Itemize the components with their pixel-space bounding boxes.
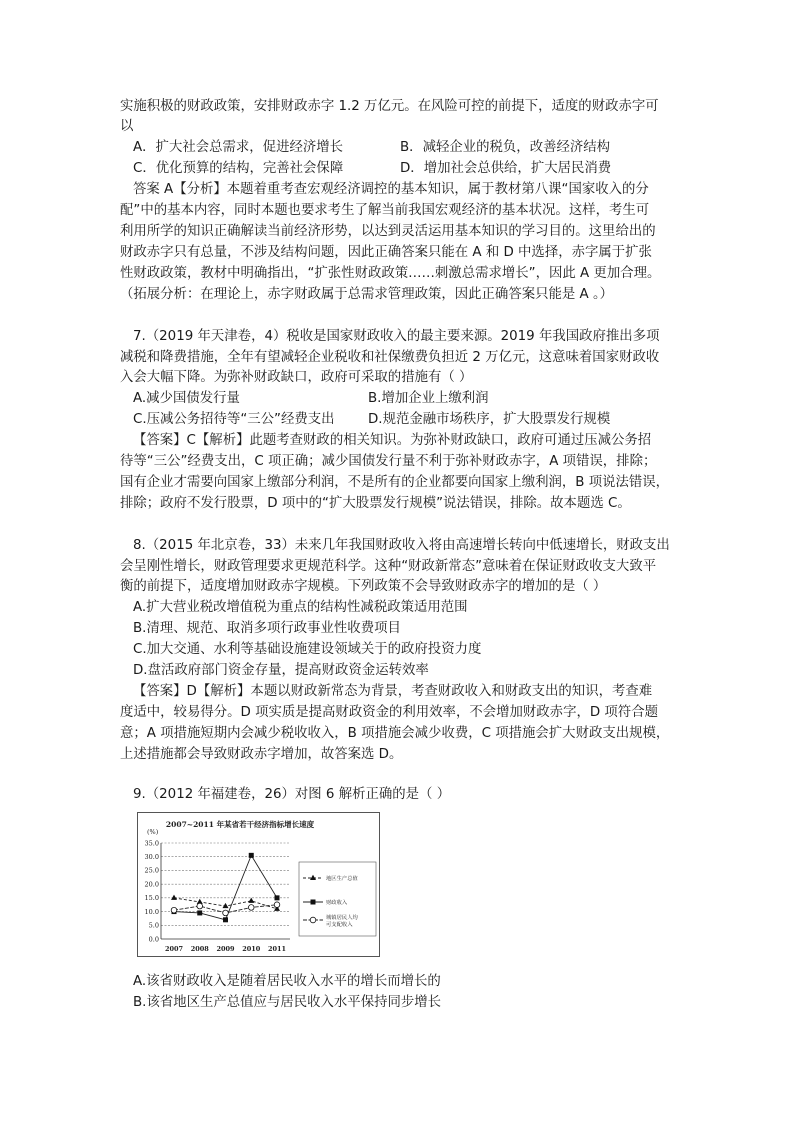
q8-option-d: D.盘活政府部门资金存量，提高财政资金运转效率: [133, 663, 429, 678]
q7-option-d: D.规范金融市场秩序，扩大股票发行规模: [368, 412, 611, 427]
legend-label: 财政收入: [326, 900, 348, 906]
x-tick-label: 2009: [216, 945, 235, 953]
q6-answer-line-4: 财政赤字只有总量，不涉及结构问题，因此正确答案只能在 A 和 D 中选择，赤字属于扩张: [120, 245, 652, 260]
growth-rate-chart: [137, 812, 380, 957]
y-axis-unit: (%): [147, 828, 159, 836]
q8-option-c: C.加大交通、水利等基础设施建设领域关于的政府投资力度: [133, 642, 482, 657]
q6-answer-line-5: 性财政政策，教材中明确指出，“扩张性财政政策……刺激总需求增长”，因此 A 更加合理。: [120, 266, 661, 281]
y-tick-label: 15.0: [144, 894, 159, 903]
y-tick-label: 25.0: [144, 866, 159, 875]
q7-stem-line-2: 减税和降费措施，全年有望减轻企业税收和社保缴费负担近 2 万亿元，这意味着国家财政收: [120, 350, 660, 365]
q7-stem-line-1: 7.（2019 年天津卷，4）税收是国家财政收入的最主要来源。2019 年我国政府推出多项: [133, 329, 660, 344]
data-point: [197, 903, 203, 909]
q6-option-c: C．优化预算的结构，完善社会保障: [133, 161, 344, 176]
q9-option-a: A.该省财政收入是随着居民收入水平的增长而增长的: [133, 974, 441, 989]
q7-answer-line-1: 【答案】C【解析】此题考查财政的相关知识。为弥补财政缺口，政府可通过压减公务招: [133, 433, 652, 448]
x-tick-label: 2010: [242, 945, 261, 953]
q7-answer-line-4: 排除；政府不发行股票，D 项中的“扩大股票发行规模”说法错误，排除。故本题选 C。: [120, 496, 631, 511]
q6-answer-line-6: （拓展分析：在理论上，赤字财政属于总需求管理政策，因此正确答案只能是 A 。）: [120, 287, 614, 302]
q8-answer-line-1: 【答案】D【解析】本题以财政新常态为背景，考查财政收入和财政支出的知识，考查难: [133, 684, 653, 699]
legend-marker: [311, 900, 316, 905]
legend-marker: [310, 917, 316, 923]
q6-stem-line-1: 实施积极的财政政策，安排财政赤字 1.2 万亿元。在风险可控的前提下，适度的财政赤字可: [120, 99, 659, 114]
q6-answer-line-2: 配”中的基本内容，同时本题也要求考生了解当前我国宏观经济的基本状况。这样，考生可: [120, 203, 650, 218]
q6-answer-line-3: 利用所学的知识正确解读当前经济形势，以达到灵活运用基本知识的学习目的。这里给出的: [120, 224, 656, 239]
q6-option-a: A．扩大社会总需求，促进经济增长: [133, 140, 344, 155]
data-point: [223, 917, 228, 922]
q8-option-a: A.扩大营业税改增值税为重点的结构性减税政策适用范围: [133, 600, 468, 615]
q7-option-b: B.增加企业上缴利润: [368, 391, 489, 406]
q8-answer-line-4: 上述措施都会导致财政赤字增加，故答案选 D。: [120, 747, 403, 762]
y-tick-label: 30.0: [144, 853, 159, 862]
data-point: [197, 910, 202, 915]
y-tick-label: 35.0: [144, 839, 159, 848]
chart-title: 2007~2011 年某省若干经济指标增长速度: [165, 820, 315, 829]
x-tick-label: 2008: [190, 945, 209, 953]
data-point: [249, 853, 254, 858]
q8-answer-line-2: 度适中，较易得分。D 项实质是提高财政资金的利用效率，不会增加财政赤字，D 项符合题: [120, 705, 658, 720]
q8-answer-line-3: 意；A 项措施短期内会减少税收收入，B 项措施会减少收费，C 项措施会扩大财政支出规模，: [120, 726, 670, 741]
y-tick-label: 10.0: [144, 907, 159, 916]
q7-answer-line-3: 国有企业才需要向国家上缴部分利润，不是所有的企业都要向国家上缴利润，B 项说法错误，: [120, 475, 670, 490]
q6-option-d: D．增加社会总供给，扩大居民消费: [400, 161, 612, 176]
q9-stem: 9.（2012 年福建卷，26）对图 6 解析正确的是（ ）: [133, 787, 451, 802]
y-tick-label: 20.0: [144, 880, 159, 889]
legend-label: 城镇居民人均可支配收入: [326, 915, 358, 928]
q8-stem-line-3: 衡的前提下，适度增加财政赤字规模。下列政策不会导致财政赤字的增加的是（ ）: [120, 579, 607, 594]
q8-option-b: B.清理、规范、取消多项行政事业性收费项目: [133, 621, 401, 636]
q7-option-a: A.减少国债发行量: [133, 391, 240, 406]
data-point: [275, 895, 280, 900]
data-point: [171, 907, 177, 913]
y-tick-label: 5.0: [148, 921, 159, 930]
q8-stem-line-2: 会呈刚性增长，财政管理要求更规范科学。这种“财政新常态”意味着在保证财政收支大致平: [120, 559, 657, 574]
data-point: [274, 902, 280, 908]
x-tick-label: 2007: [164, 945, 184, 953]
y-tick-label: 0.0: [148, 935, 159, 944]
q7-answer-line-2: 待等“三公”经费支出，C 项正确；减少国债发行量不利于弥补财政赤字，A 项错误，排除；: [120, 454, 657, 469]
data-point: [248, 905, 254, 911]
q7-option-c: C.压减公务招待等“三公”经费支出: [133, 412, 335, 427]
q6-option-b: B．减轻企业的税负，改善经济结构: [400, 140, 611, 155]
q8-stem-line-1: 8.（2015 年北京卷，33）未来几年我国财政收入将由高速增长转向中低速增长，财政支出: [133, 538, 670, 553]
q6-answer-line-1: 答案 A【分析】本题着重考查宏观经济调控的基本知识，属于教材第八课“国家收入的分: [133, 182, 649, 197]
q7-stem-line-3: 入会大幅下降。为弥补财政缺口，政府可采取的措施有（ ）: [120, 370, 473, 385]
legend-label: 地区生产总值: [326, 876, 358, 882]
q9-option-b: B.该省地区生产总值应与居民收入水平保持同步增长: [133, 995, 442, 1010]
data-point: [223, 910, 229, 916]
q6-stem-line-2: 以: [120, 119, 134, 134]
x-tick-label: 2011: [267, 945, 287, 953]
